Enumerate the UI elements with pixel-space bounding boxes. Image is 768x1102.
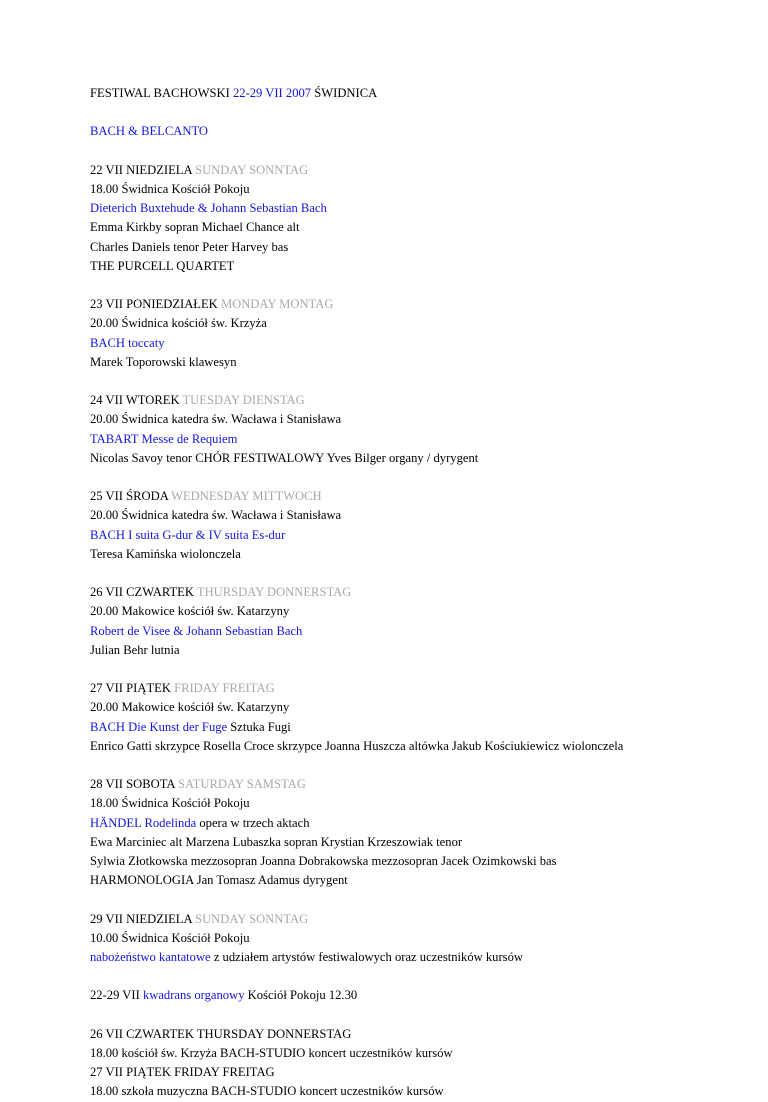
day-program: BACH I suita G-dur & IV suita Es-dur — [90, 527, 286, 542]
day-program-line — [90, 814, 730, 833]
day-name-en: TUESDAY — [182, 393, 240, 408]
festival-subtitle: BACH & BELCANTO — [90, 124, 209, 139]
organ-dates: 22-29 VII — [90, 988, 140, 1003]
day-date: 29 VII NIEDZIELA — [90, 911, 192, 926]
extra-line: 26 VII CZWARTEK THURSDAY DONNERSTAG — [90, 1026, 352, 1041]
day-heading — [90, 391, 730, 410]
day-venue: 18.00 Świdnica Kościół Pokoju — [90, 796, 250, 811]
day-entry — [90, 679, 730, 756]
day-performers: HARMONOLOGIA Jan Tomasz Adamus dyrygent — [90, 873, 348, 888]
day-performers: Julian Behr lutnia — [90, 642, 180, 657]
day-date: 27 VII PIĄTEK — [90, 681, 171, 696]
day-program-line — [90, 718, 730, 737]
extra-line: 27 VII PIĄTEK FRIDAY FREITAG — [90, 1065, 275, 1080]
day-name-de: FREITAG — [222, 681, 275, 696]
day-performers: THE PURCELL QUARTET — [90, 258, 235, 273]
day-program-line — [90, 948, 730, 967]
day-heading — [90, 583, 730, 602]
day-name-de: SAMSTAG — [246, 777, 306, 792]
day-heading — [90, 775, 730, 794]
day-name-en: SUNDAY — [195, 911, 246, 926]
day-date: 28 VII SOBOTA — [90, 777, 175, 792]
day-entry — [90, 391, 730, 468]
day-program: BACH toccaty — [90, 335, 165, 350]
day-program-suffix: z udziałem artystów festiwalowych oraz uczestników kursów — [213, 950, 523, 964]
day-entry — [90, 775, 730, 890]
day-program: TABART Messe de Requiem — [90, 431, 238, 446]
day-performers: Ewa Marciniec alt Marzena Lubaszka sopran Krystian Krzeszowiak tenor — [90, 834, 463, 849]
day-program: Dieterich Buxtehude & Johann Sebastian Bach — [90, 201, 327, 216]
day-performers: Sylwia Złotkowska mezzosopran Joanna Dobrakowska mezzosopran Jacek Ozimkowski bas — [90, 854, 557, 868]
organ-series — [90, 986, 730, 1005]
day-name-en: FRIDAY — [174, 681, 220, 696]
day-entry — [90, 910, 730, 968]
organ-venue: Kościół Pokoju 12.30 — [247, 988, 358, 1003]
day-name-en: SUNDAY — [195, 162, 246, 177]
day-venue: 20.00 Makowice kościół św. Katarzyny — [90, 604, 290, 619]
bach-studio-section — [90, 1025, 730, 1102]
day-program-suffix: Sztuka Fugi — [230, 719, 291, 734]
day-venue: 10.00 Świdnica Kościół Pokoju — [90, 930, 250, 945]
extra-line: 18.00 szkoła muzyczna BACH-STUDIO koncert uczestników kursów — [90, 1084, 444, 1099]
day-venue: 20.00 Świdnica katedra św. Wacława i Stanisława — [90, 508, 342, 523]
day-performers: Emma Kirkby sopran Michael Chance alt — [90, 220, 300, 235]
festival-city: ŚWIDNICA — [314, 86, 378, 100]
day-name-de: DIENSTAG — [242, 393, 305, 408]
festival-dates: 22-29 VII 2007 — [232, 86, 312, 100]
day-name-en: WEDNESDAY — [171, 489, 250, 504]
day-venue: 18.00 Świdnica Kościół Pokoju — [90, 181, 250, 196]
day-name-de: SONNTAG — [249, 162, 309, 177]
festival-name: FESTIWAL BACHOWSKI — [90, 86, 230, 100]
day-name-de: MONTAG — [279, 297, 334, 312]
day-venue: 20.00 Świdnica katedra św. Wacława i Stanisława — [90, 412, 342, 427]
day-heading — [90, 910, 730, 929]
day-name-de: SONNTAG — [249, 911, 309, 926]
day-date: 22 VII NIEDZIELA — [90, 162, 192, 177]
festival-program — [90, 84, 730, 1102]
day-entry — [90, 295, 730, 372]
day-entry — [90, 161, 730, 276]
day-date: 24 VII WTOREK — [90, 393, 180, 408]
organ-title: kwadrans organowy — [142, 988, 245, 1003]
day-name-de: DONNERSTAG — [266, 585, 352, 600]
day-heading — [90, 161, 730, 180]
day-date: 23 VII PONIEDZIAŁEK — [90, 297, 218, 312]
day-date: 25 VII ŚRODA — [90, 489, 169, 504]
day-performers: Enrico Gatti skrzypce Rosella Croce skrzypce Joanna Huszcza altówka Jakub Kościukiewicz wiolonczela — [90, 738, 624, 753]
day-entry — [90, 583, 730, 660]
day-program: BACH Die Kunst der Fuge — [90, 719, 228, 734]
day-performers: Marek Toporowski klawesyn — [90, 354, 237, 369]
day-performers: Nicolas Savoy tenor CHÓR FESTIWALOWY Yves Bilger organy / dyrygent — [90, 450, 479, 465]
day-heading — [90, 679, 730, 698]
day-performers: Charles Daniels tenor Peter Harvey bas — [90, 239, 289, 254]
day-date: 26 VII CZWARTEK — [90, 585, 194, 600]
day-name-en: MONDAY — [220, 297, 277, 312]
day-performers: Teresa Kamińska wiolonczela — [90, 546, 241, 561]
day-heading — [90, 487, 730, 506]
day-venue: 20.00 Świdnica kościół św. Krzyża — [90, 316, 267, 331]
extra-line: 18.00 kościół św. Krzyża BACH-STUDIO koncert uczestników kursów — [90, 1045, 453, 1060]
day-program-suffix: opera w trzech aktach — [199, 815, 310, 830]
day-name-en: SATURDAY — [177, 777, 244, 792]
day-venue: 20.00 Makowice kościół św. Katarzyny — [90, 700, 290, 715]
festival-title — [90, 84, 730, 103]
day-program: Robert de Visee & Johann Sebastian Bach — [90, 623, 303, 638]
day-entry — [90, 487, 730, 564]
day-heading — [90, 295, 730, 314]
day-program: nabożeństwo kantatowe — [90, 950, 211, 964]
day-program: HÄNDEL Rodelinda — [90, 815, 197, 830]
day-name-de: MITTWOCH — [252, 489, 322, 504]
day-name-en: THURSDAY — [196, 585, 264, 600]
